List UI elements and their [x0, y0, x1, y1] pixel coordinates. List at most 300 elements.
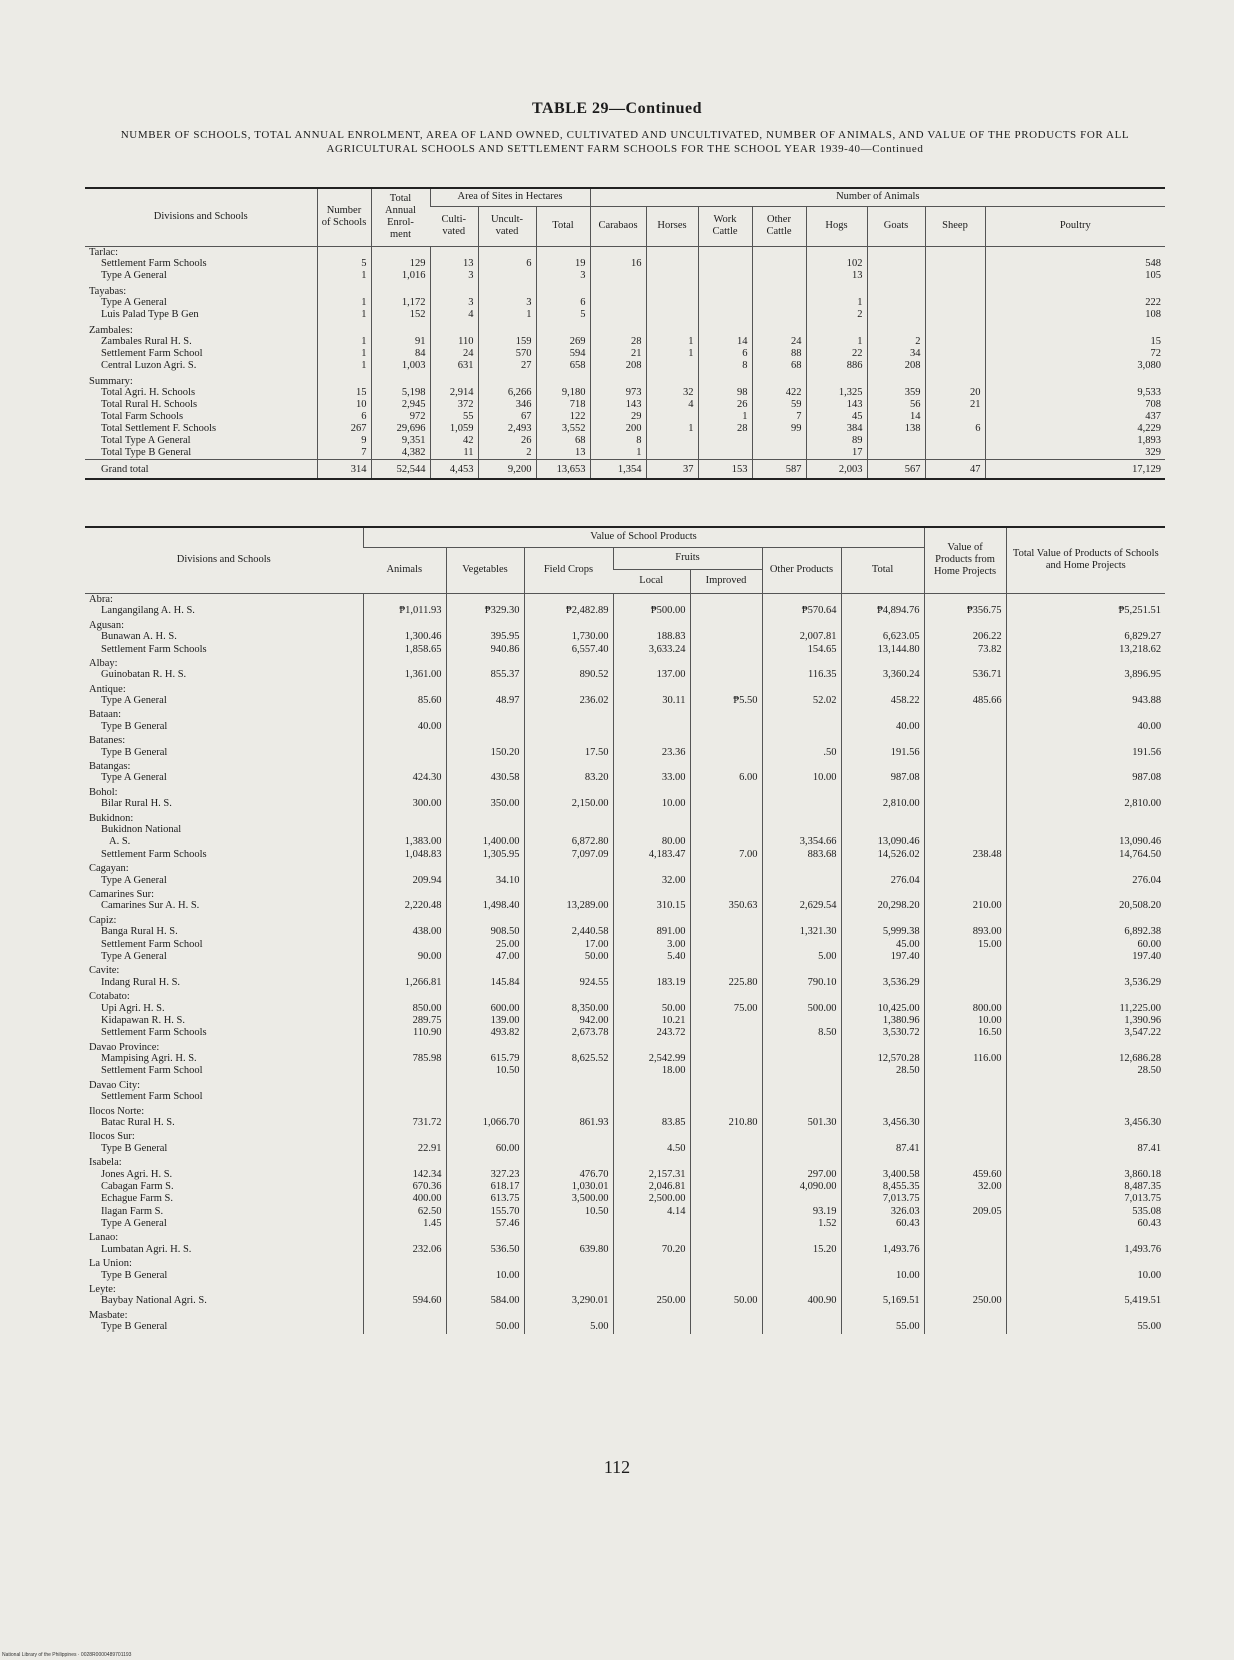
empty-cell — [613, 1091, 690, 1103]
empty-cell — [430, 321, 478, 336]
value-cell: 89 — [806, 435, 867, 447]
value-cell: ₱5.50 — [690, 695, 762, 707]
empty-cell — [762, 1040, 841, 1053]
empty-cell — [690, 631, 762, 643]
division-name: Bukidnon: — [89, 812, 134, 824]
empty-cell — [363, 861, 446, 874]
value-cell: ₱500.00 — [613, 605, 690, 617]
table-row — [85, 939, 1165, 951]
grand-total-value: 1,354 — [590, 459, 646, 479]
empty-cell — [690, 708, 762, 721]
value-cell: 142.34 — [363, 1169, 446, 1181]
value-cell: 3,456.30 — [841, 1117, 924, 1129]
empty-cell — [446, 721, 524, 733]
empty-cell — [841, 861, 924, 874]
table-row — [85, 1321, 1165, 1333]
value-cell: 14 — [698, 336, 752, 348]
table-row — [85, 435, 1165, 447]
value-cell: 785.98 — [363, 1053, 446, 1065]
school-name: Type A General — [101, 1218, 167, 1230]
value-cell: 139.00 — [446, 1015, 524, 1027]
value-cell: 438.00 — [363, 926, 446, 938]
empty-cell — [446, 1308, 524, 1321]
empty-cell — [925, 411, 985, 423]
empty-cell — [363, 989, 446, 1002]
table-row — [85, 1091, 1165, 1103]
value-cell: 850.00 — [363, 1003, 446, 1015]
empty-cell — [841, 682, 924, 695]
value-cell: 8,455.35 — [841, 1181, 924, 1193]
table-row — [85, 1143, 1165, 1155]
empty-cell — [690, 1078, 762, 1091]
value-cell: 56 — [867, 399, 925, 411]
empty-cell — [924, 824, 1006, 836]
col-area-total: Total — [536, 206, 590, 246]
value-cell: 32.00 — [924, 1181, 1006, 1193]
empty-cell — [690, 1143, 762, 1155]
division-name: Summary: — [89, 375, 133, 387]
empty-cell — [536, 246, 590, 258]
value-cell: 60.43 — [841, 1218, 924, 1230]
value-cell: 1 — [590, 447, 646, 459]
empty-cell — [363, 811, 446, 824]
table-row — [85, 1206, 1165, 1218]
school-name: Total Type A General — [101, 435, 191, 446]
empty-cell — [524, 1040, 613, 1053]
value-cell: 225.80 — [690, 977, 762, 989]
empty-cell — [446, 656, 524, 669]
empty-cell — [363, 1308, 446, 1321]
empty-cell — [446, 963, 524, 976]
value-cell: 670.36 — [363, 1181, 446, 1193]
value-cell: 232.06 — [363, 1244, 446, 1256]
value-cell: 13,289.00 — [524, 900, 613, 912]
empty-cell — [924, 887, 1006, 900]
grand-total-value: 587 — [752, 459, 806, 479]
empty-cell — [924, 593, 1006, 605]
empty-cell — [806, 246, 867, 258]
value-cell: 83.20 — [524, 772, 613, 784]
empty-cell — [841, 1155, 924, 1168]
empty-cell — [690, 1282, 762, 1295]
empty-cell — [985, 321, 1165, 336]
value-cell: ₱570.64 — [762, 605, 841, 617]
value-cell: 893.00 — [924, 926, 1006, 938]
value-cell: 329 — [985, 447, 1165, 459]
table-row — [85, 631, 1165, 643]
empty-cell — [690, 759, 762, 772]
empty-cell — [446, 989, 524, 1002]
value-cell: 570 — [478, 348, 536, 360]
empty-cell — [690, 926, 762, 938]
division-row — [85, 989, 1165, 1002]
col-total-2: Total — [841, 547, 924, 593]
value-cell: 14,526.02 — [841, 849, 924, 861]
table-row — [85, 258, 1165, 270]
empty-cell — [613, 963, 690, 976]
value-cell: 188.83 — [613, 631, 690, 643]
value-cell: 943.88 — [1006, 695, 1165, 707]
empty-cell — [925, 336, 985, 348]
division-name: Ilocos Norte: — [89, 1105, 145, 1117]
empty-cell — [613, 733, 690, 746]
empty-cell — [446, 618, 524, 631]
empty-cell — [646, 435, 698, 447]
empty-cell — [867, 372, 925, 387]
value-cell: 458.22 — [841, 695, 924, 707]
value-cell: 116.00 — [924, 1053, 1006, 1065]
value-cell: 150.20 — [446, 747, 524, 759]
empty-cell — [690, 644, 762, 656]
empty-cell — [867, 447, 925, 459]
empty-cell — [985, 372, 1165, 387]
value-cell: 4,183.47 — [613, 849, 690, 861]
table-row — [85, 336, 1165, 348]
empty-cell — [841, 811, 924, 824]
value-cell: 861.93 — [524, 1117, 613, 1129]
empty-cell — [841, 733, 924, 746]
division-name: Batanes: — [89, 735, 126, 747]
empty-cell — [841, 1104, 924, 1117]
empty-cell — [317, 246, 371, 258]
empty-cell — [524, 733, 613, 746]
division-name: Tayabas: — [89, 285, 127, 297]
empty-cell — [690, 1218, 762, 1230]
value-cell: 639.80 — [524, 1244, 613, 1256]
empty-cell — [613, 593, 690, 605]
value-cell: 5.00 — [524, 1321, 613, 1333]
value-cell: 14 — [867, 411, 925, 423]
empty-cell — [762, 618, 841, 631]
value-cell: 400.90 — [762, 1295, 841, 1307]
value-cell: 7,013.75 — [1006, 1193, 1165, 1205]
value-cell: 87.41 — [1006, 1143, 1165, 1155]
table-row — [85, 951, 1165, 963]
division-row — [85, 656, 1165, 669]
table-end-rule — [85, 479, 1165, 480]
empty-cell — [363, 1065, 446, 1077]
empty-cell — [1006, 1040, 1165, 1053]
empty-cell — [524, 708, 613, 721]
division-row — [85, 618, 1165, 631]
table-row — [85, 1065, 1165, 1077]
empty-cell — [524, 759, 613, 772]
table-row — [85, 849, 1165, 861]
value-cell: 942.00 — [524, 1015, 613, 1027]
empty-cell — [752, 435, 806, 447]
value-cell: 50.00 — [524, 951, 613, 963]
division-row — [85, 1231, 1165, 1244]
value-cell: 1,361.00 — [363, 669, 446, 681]
value-cell: 137.00 — [613, 669, 690, 681]
empty-cell — [363, 656, 446, 669]
value-cell: 6 — [698, 348, 752, 360]
value-cell: 183.19 — [613, 977, 690, 989]
empty-cell — [698, 321, 752, 336]
value-cell: ₱1,011.93 — [363, 605, 446, 617]
empty-cell — [690, 1244, 762, 1256]
value-cell: 12,570.28 — [841, 1053, 924, 1065]
value-cell: 29 — [590, 411, 646, 423]
school-name: Luis Palad Type B Gen — [101, 309, 199, 320]
empty-cell — [446, 682, 524, 695]
school-name: Settlement Farm Schools — [101, 643, 207, 655]
school-name: Total Agri. H. Schools — [101, 387, 196, 398]
empty-cell — [613, 1218, 690, 1230]
division-row — [85, 1256, 1165, 1269]
value-cell: ₱356.75 — [924, 605, 1006, 617]
empty-cell — [762, 708, 841, 721]
division-row — [85, 372, 1165, 387]
division-name: Bohol: — [89, 786, 118, 798]
empty-cell — [590, 246, 646, 258]
empty-cell — [1006, 913, 1165, 926]
empty-cell — [806, 321, 867, 336]
empty-cell — [690, 836, 762, 848]
division-name: La Union: — [89, 1258, 132, 1270]
empty-cell — [613, 785, 690, 798]
value-cell: 1 — [646, 336, 698, 348]
col-improved: Improved — [690, 569, 762, 593]
empty-cell — [752, 270, 806, 282]
value-cell: 1,493.76 — [841, 1244, 924, 1256]
table-row — [85, 836, 1165, 848]
empty-cell — [613, 887, 690, 900]
table-row — [85, 1027, 1165, 1039]
value-cell: 5,169.51 — [841, 1295, 924, 1307]
division-row — [85, 708, 1165, 721]
school-name: Settlement Farm Schools — [101, 848, 207, 860]
value-cell: 6,623.05 — [841, 631, 924, 643]
value-cell: 8 — [590, 435, 646, 447]
empty-cell — [1006, 1231, 1165, 1244]
value-cell: 159 — [478, 336, 536, 348]
value-cell: 84 — [371, 348, 430, 360]
school-name: A. S. — [109, 836, 131, 848]
empty-cell — [646, 447, 698, 459]
empty-cell — [613, 721, 690, 733]
empty-cell — [478, 270, 536, 282]
empty-cell — [524, 811, 613, 824]
empty-cell — [363, 759, 446, 772]
value-cell: 24 — [752, 336, 806, 348]
value-cell: 21 — [590, 348, 646, 360]
value-cell: 87.41 — [841, 1143, 924, 1155]
value-cell: 613.75 — [446, 1193, 524, 1205]
empty-cell — [924, 656, 1006, 669]
empty-cell — [524, 1218, 613, 1230]
empty-cell — [536, 282, 590, 297]
value-cell: 1,893 — [985, 435, 1165, 447]
division-name: Abra: — [89, 593, 113, 605]
value-cell: 6 — [536, 297, 590, 309]
value-cell: 972 — [371, 411, 430, 423]
value-cell: 3,860.18 — [1006, 1169, 1165, 1181]
empty-cell — [690, 887, 762, 900]
value-cell: 2,810.00 — [841, 798, 924, 810]
school-name: Type B General — [101, 720, 168, 732]
value-cell: 13 — [806, 270, 867, 282]
value-cell: 21 — [925, 399, 985, 411]
empty-cell — [1006, 656, 1165, 669]
value-cell: 5 — [317, 258, 371, 270]
col-number: Number of Schools — [317, 188, 371, 246]
empty-cell — [690, 1256, 762, 1269]
empty-cell — [690, 875, 762, 887]
division-row — [85, 246, 1165, 258]
value-cell: 25.00 — [446, 939, 524, 951]
value-cell: 359 — [867, 387, 925, 399]
value-cell: 1,383.00 — [363, 836, 446, 848]
value-cell: 7 — [752, 411, 806, 423]
empty-cell — [524, 1308, 613, 1321]
table-row — [85, 747, 1165, 759]
value-cell: 99 — [752, 423, 806, 435]
empty-cell — [752, 282, 806, 297]
empty-cell — [613, 656, 690, 669]
value-cell: 3,500.00 — [524, 1193, 613, 1205]
empty-cell — [524, 1155, 613, 1168]
empty-cell — [925, 297, 985, 309]
value-cell: 14,764.50 — [1006, 849, 1165, 861]
empty-cell — [762, 1321, 841, 1333]
value-cell: 16.50 — [924, 1027, 1006, 1039]
value-cell: 1 — [478, 309, 536, 321]
value-cell: 10 — [317, 399, 371, 411]
table-row — [85, 605, 1165, 617]
value-cell: 2,810.00 — [1006, 798, 1165, 810]
value-cell: 2,046.81 — [613, 1181, 690, 1193]
empty-cell — [841, 785, 924, 798]
value-cell: 594 — [536, 348, 590, 360]
division-name: Bataan: — [89, 709, 122, 721]
value-cell: 210.80 — [690, 1117, 762, 1129]
empty-cell — [841, 1256, 924, 1269]
value-cell: 1 — [806, 297, 867, 309]
fruits-group-header: Fruits — [613, 547, 762, 569]
value-cell: 1,030.01 — [524, 1181, 613, 1193]
empty-cell — [446, 1256, 524, 1269]
empty-cell — [690, 1015, 762, 1027]
value-cell: 3,530.72 — [841, 1027, 924, 1039]
empty-cell — [524, 887, 613, 900]
school-name: Type B General — [101, 1269, 168, 1281]
division-name: Agusan: — [89, 619, 124, 631]
value-cell: 10.00 — [762, 772, 841, 784]
empty-cell — [867, 282, 925, 297]
school-name: Batac Rural H. S. — [101, 1117, 175, 1129]
value-cell: 3,400.58 — [841, 1169, 924, 1181]
empty-cell — [1006, 963, 1165, 976]
empty-cell — [1006, 811, 1165, 824]
value-cell: 40.00 — [1006, 721, 1165, 733]
value-cell: 208 — [590, 360, 646, 372]
division-row — [85, 593, 1165, 605]
value-cell: 33.00 — [613, 772, 690, 784]
empty-cell — [924, 1282, 1006, 1295]
empty-cell — [613, 1129, 690, 1142]
value-cell: 1,066.70 — [446, 1117, 524, 1129]
value-cell: 269 — [536, 336, 590, 348]
empty-cell — [690, 785, 762, 798]
empty-cell — [924, 1218, 1006, 1230]
empty-cell — [430, 246, 478, 258]
value-cell: 1,172 — [371, 297, 430, 309]
division-row — [85, 811, 1165, 824]
value-cell: 17 — [806, 447, 867, 459]
empty-cell — [925, 309, 985, 321]
value-cell: 191.56 — [841, 747, 924, 759]
school-name: Echague Farm S. — [101, 1193, 174, 1205]
table-row — [85, 669, 1165, 681]
empty-cell — [690, 811, 762, 824]
value-cell: 7.00 — [690, 849, 762, 861]
grand-total-label: Grand total — [85, 459, 317, 479]
empty-cell — [762, 1308, 841, 1321]
empty-cell — [690, 1231, 762, 1244]
value-cell: 384 — [806, 423, 867, 435]
empty-cell — [613, 1155, 690, 1168]
value-cell: 10.00 — [924, 1015, 1006, 1027]
empty-cell — [690, 605, 762, 617]
empty-cell — [317, 282, 371, 297]
value-cell: 129 — [371, 258, 430, 270]
empty-cell — [613, 824, 690, 836]
value-cell: .50 — [762, 747, 841, 759]
empty-cell — [924, 811, 1006, 824]
value-cell: 28 — [590, 336, 646, 348]
empty-cell — [698, 258, 752, 270]
empty-cell — [924, 1091, 1006, 1103]
col-hogs: Hogs — [806, 206, 867, 246]
value-cell: 3,633.24 — [613, 644, 690, 656]
value-cell: 45 — [806, 411, 867, 423]
empty-cell — [762, 1282, 841, 1295]
table-row — [85, 348, 1165, 360]
value-cell: 459.60 — [924, 1169, 1006, 1181]
empty-cell — [646, 246, 698, 258]
value-cell: 197.40 — [841, 951, 924, 963]
empty-cell — [867, 435, 925, 447]
school-name: Cabagan Farm S. — [101, 1180, 174, 1192]
empty-cell — [430, 372, 478, 387]
empty-cell — [762, 861, 841, 874]
empty-cell — [762, 785, 841, 798]
value-cell: 437 — [985, 411, 1165, 423]
empty-cell — [690, 989, 762, 1002]
value-cell: 9,351 — [371, 435, 430, 447]
value-cell: 20 — [925, 387, 985, 399]
table-row — [85, 1295, 1165, 1307]
empty-cell — [924, 1040, 1006, 1053]
value-cell: 3,547.22 — [1006, 1027, 1165, 1039]
value-cell: 908.50 — [446, 926, 524, 938]
value-cell: 83.85 — [613, 1117, 690, 1129]
value-cell: 548 — [985, 258, 1165, 270]
empty-cell — [925, 447, 985, 459]
empty-cell — [1006, 618, 1165, 631]
empty-cell — [924, 785, 1006, 798]
value-cell: 28 — [698, 423, 752, 435]
division-name: Davao Province: — [89, 1041, 160, 1053]
empty-cell — [524, 1104, 613, 1117]
empty-cell — [690, 1270, 762, 1282]
value-cell: 1,016 — [371, 270, 430, 282]
value-cell: 88 — [752, 348, 806, 360]
empty-cell — [371, 372, 430, 387]
table-row — [85, 977, 1165, 989]
empty-cell — [613, 708, 690, 721]
